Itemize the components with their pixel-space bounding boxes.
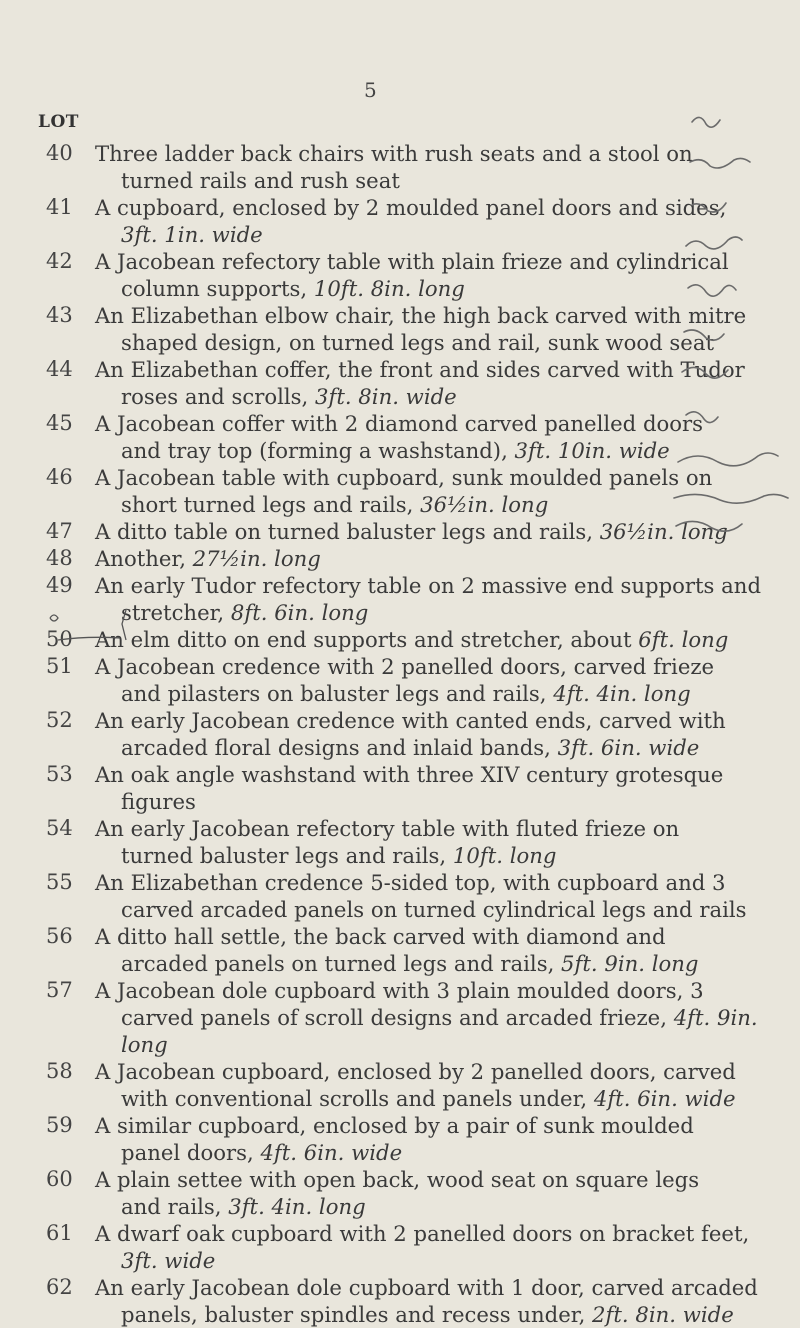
lot-description (95, 194, 727, 248)
lot-description-line: An early Jacobean refectory table with fluted frieze on (95, 816, 680, 841)
lot-description (95, 761, 724, 815)
lot-description-line: A Jacobean dole cupboard with 3 plain moulded doors, 3 (95, 978, 704, 1003)
lot-description-line: An Elizabethan credence 5-sided top, with cupboard and 3 (95, 870, 726, 895)
lot-description-line: A dwarf oak cupboard with 2 panelled doors on bracket feet, (95, 1221, 750, 1246)
lot-description-line: An early Tudor refectory table on 2 massive end supports and (95, 573, 762, 598)
lot-entry (0, 815, 800, 869)
lot-number: 58 (46, 1059, 73, 1083)
lot-description-line: A Jacobean table with cupboard, sunk moulded panels on (95, 465, 713, 490)
lot-description-line: long (121, 1032, 168, 1057)
lot-description-line: figures (121, 789, 196, 814)
lot-entry (0, 1166, 800, 1220)
lot-description (95, 1166, 700, 1220)
lot-description (95, 1112, 694, 1166)
lot-description-line: shaped design, on turned legs and rail, sunk wood seat (121, 330, 714, 355)
lot-number: 54 (46, 816, 73, 840)
lot-description-line: A Jacobean coffer with 2 diamond carved panelled doors (95, 411, 704, 436)
lot-description (95, 545, 683, 572)
lot-number: 45 (46, 411, 73, 435)
lot-description-line: arcaded panels on turned legs and rails, 5ft. 9in. long (121, 951, 699, 976)
lot-number: 56 (46, 924, 73, 948)
lot-description-line: column supports, 10ft. 8in. long (121, 276, 465, 301)
lot-number: 53 (46, 762, 73, 786)
lot-number: 42 (46, 249, 73, 273)
lot-description (95, 572, 762, 626)
lot-column-header: LOT (38, 112, 79, 132)
lot-description (95, 1058, 736, 1112)
lot-description (95, 653, 715, 707)
lot-number: 62 (46, 1275, 73, 1299)
lot-description (95, 302, 747, 356)
lot-entry (0, 869, 800, 923)
lot-description (95, 815, 683, 869)
lot-number: 57 (46, 978, 73, 1002)
lot-description-line: with conventional scrolls and panels under, 4ft. 6in. wide (121, 1086, 736, 1111)
lot-number: 44 (46, 357, 73, 381)
lot-description (95, 1274, 758, 1328)
lot-number: 52 (46, 708, 73, 732)
lot-description-line: An early Jacobean credence with canted ends, carved with (95, 708, 726, 733)
lot-entry (0, 977, 800, 1058)
lot-entry (0, 923, 800, 977)
lot-number: 47 (46, 519, 73, 543)
lot-entry (0, 707, 800, 761)
lot-description-line: turned rails and rush seat (121, 168, 400, 193)
lot-description (95, 140, 693, 194)
lot-description-line: carved arcaded panels on turned cylindrical legs and rails (121, 897, 747, 922)
lot-description (95, 977, 758, 1058)
lot-49-bracket-mark (46, 608, 141, 644)
lot-description-line: 3ft. wide (121, 1248, 216, 1273)
lot-description-line: short turned legs and rails, 36½in. long (121, 492, 549, 517)
lot-number: 60 (46, 1167, 73, 1191)
pencil-annotations (672, 110, 792, 680)
lot-description-line: A similar cupboard, enclosed by a pair of sunk moulded (95, 1113, 694, 1138)
lot-entry (0, 761, 800, 815)
lot-description-line: A Jacobean refectory table with plain frieze and cylindrical (95, 249, 729, 274)
lot-number: 50 (46, 627, 73, 651)
lot-description (95, 248, 729, 302)
lot-description-line: An oak angle washstand with three XIV century grotesque (95, 762, 724, 787)
lot-description-line: panels, baluster spindles and recess under, 2ft. 8in. wide (121, 1302, 734, 1327)
lot-description-line: arcaded floral designs and inlaid bands, 3ft. 6in. wide (121, 735, 700, 760)
lot-number: 41 (46, 195, 73, 219)
lot-number: 48 (46, 546, 73, 570)
lot-description (95, 410, 704, 464)
lot-description (95, 707, 726, 761)
lot-description-line: A plain settee with open back, wood seat on square legs (95, 1167, 700, 1192)
lot-description-line: An elm ditto on end supports and stretcher, about 6ft. long (95, 627, 729, 652)
lot-description (95, 356, 745, 410)
lot-number: 40 (46, 141, 73, 165)
lot-number: 49 (46, 573, 73, 597)
lot-description-line: Another, 27½in. long (95, 546, 321, 571)
lot-description (95, 923, 699, 977)
lot-description (95, 626, 729, 653)
page-number: 5 (364, 78, 377, 102)
lot-description-line: and rails, 3ft. 4in. long (121, 1194, 366, 1219)
lot-number: 46 (46, 465, 73, 489)
lot-description-line: A cupboard, enclosed by 2 moulded panel doors and sides, (95, 195, 727, 220)
lot-number: 59 (46, 1113, 73, 1137)
lot-entry (0, 1220, 800, 1274)
lot-description-line: A Jacobean credence with 2 panelled doors, carved frieze (95, 654, 715, 679)
lot-description (95, 1220, 750, 1274)
lot-description-line: carved panels of scroll designs and arcaded frieze, 4ft. 9in. (121, 1005, 758, 1030)
lot-description (95, 518, 728, 545)
lot-description-line: panel doors, 4ft. 6in. wide (121, 1140, 403, 1165)
lot-description-line: An early Jacobean dole cupboard with 1 door, carved arcaded (95, 1275, 758, 1300)
lot-description-line: A ditto hall settle, the back carved with diamond and (95, 924, 666, 949)
lot-number: 43 (46, 303, 73, 327)
lot-description-line: and pilasters on baluster legs and rails, 4ft. 4in. long (121, 681, 691, 706)
lot-number: 55 (46, 870, 73, 894)
lot-description-line: A ditto table on turned baluster legs and rails, 36½in. long (95, 519, 728, 544)
lot-entry (0, 1058, 800, 1112)
lot-description-line: An Elizabethan elbow chair, the high back carved with mitre (95, 303, 747, 328)
lot-description (95, 869, 747, 923)
lot-description-line: and tray top (forming a washstand), 3ft. 10in. wide (121, 438, 670, 463)
lot-description-line: Three ladder back chairs with rush seats and a stool on (95, 141, 693, 166)
lot-description (95, 464, 713, 518)
lot-description-line: roses and scrolls, 3ft. 8in. wide (121, 384, 457, 409)
lot-description-line: An Elizabethan coffer, the front and sides carved with Tudor (95, 357, 745, 382)
lot-description-line: 3ft. 1in. wide (121, 222, 263, 247)
lot-description-line: A Jacobean cupboard, enclosed by 2 panelled doors, carved (95, 1059, 736, 1084)
lot-entry (0, 1274, 800, 1328)
lot-number: 61 (46, 1221, 73, 1245)
lot-description-line: stretcher, 8ft. 6in. long (121, 600, 369, 625)
lot-description-line: turned baluster legs and rails, 10ft. long (121, 843, 557, 868)
lot-entry (0, 1112, 800, 1166)
lot-number: 51 (46, 654, 73, 678)
